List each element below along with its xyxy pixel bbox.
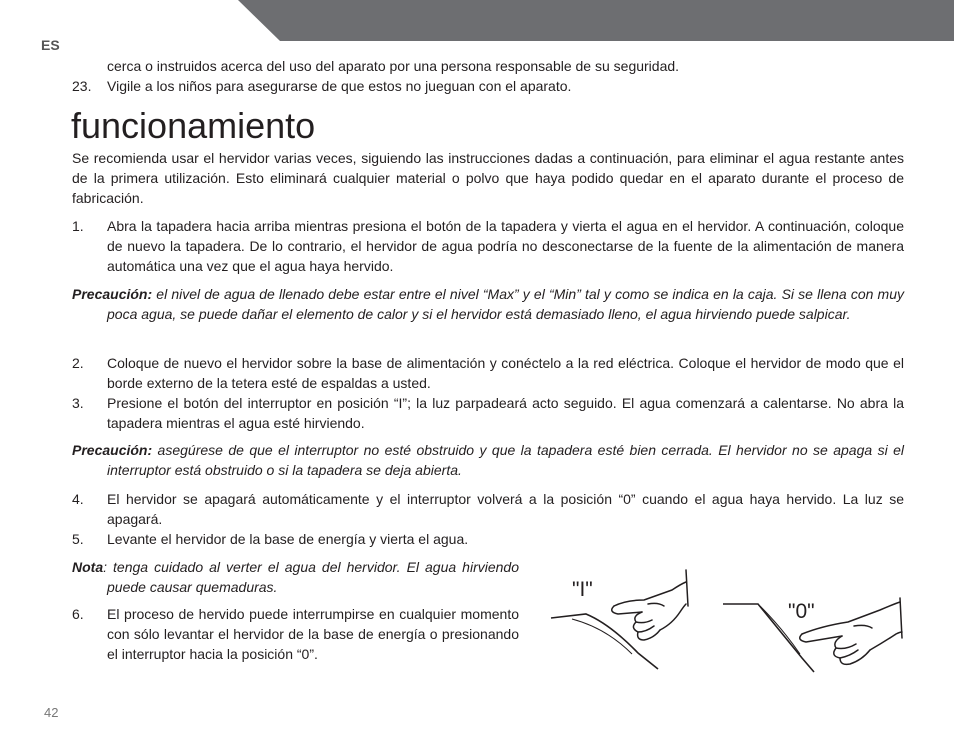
- pointing-hand-icon: [612, 570, 688, 640]
- step-number: 6.: [72, 606, 84, 622]
- step-3: [72, 393, 904, 433]
- step-text: Coloque de nuevo el hervidor sobre la base de alimentación y conéctelo a la red eléctrica. Coloque el hervidor de modo que el borde externo de la tetera esté de espaldas a usted.: [107, 355, 904, 391]
- step-number: 3.: [72, 395, 84, 411]
- step-number: 1.: [72, 218, 84, 234]
- caution-text: asegúrese de que el interruptor no esté obstruido y que la tapadera esté bien cerrada. El hervidor no se apaga si el interruptor está obstruido o si la tapadera se deja abierta.: [107, 442, 904, 478]
- caution-label: Precaución:: [72, 442, 153, 458]
- note-1: [72, 557, 519, 597]
- caution-label: Precaución:: [72, 286, 153, 302]
- step-text: El hervidor se apagará automáticamente y el interruptor volverá a la posición “0” cuando el agua haya hervido. La luz se apagará.: [107, 491, 904, 527]
- step-text: El proceso de hervido puede interrumpirse en cualquier momento con sólo levantar el hervidor de la base de energía o presionando el interruptor hacia la posición “0”.: [107, 606, 519, 662]
- step-number: 5.: [72, 531, 84, 547]
- step-5: [72, 529, 904, 549]
- step-number: 2.: [72, 355, 84, 371]
- switch-off-label: "0": [788, 600, 815, 623]
- switch-on-label: "I": [572, 578, 593, 601]
- section-title: funcionamiento: [71, 105, 316, 146]
- caution-text: el nivel de agua de llenado debe estar entre el nivel “Max” y el “Min” tal y como se indica en la caja. Si se llena con muy poca agua, se puede dañar el elemento de calor y si el hervidor está demasiado lleno, el agua hirviendo puede salpicar.: [107, 286, 904, 322]
- caution-1: [72, 284, 904, 324]
- language-code: ES: [41, 37, 60, 53]
- item-23-text: Vigile a los niños para asegurarse de que estos no jueguan con el aparato.: [107, 78, 572, 94]
- step-4: [72, 489, 904, 529]
- switch-off-illustration: [720, 592, 910, 674]
- header-bar-shape: [238, 0, 954, 41]
- step-6: [72, 604, 519, 664]
- note-label: Nota: [72, 559, 104, 575]
- step-number: 4.: [72, 491, 84, 507]
- step-text: Abra la tapadera hacia arriba mientras presiona el botón de la tapadera y vierta el agua en el hervidor. A continuación, coloque de nuevo la tapadera. De lo contrario, el hervidor de agua podría no desconectarse de la fuente de la alimentación de manera automática una vez que el agua haya hervido.: [107, 218, 904, 274]
- item-23-number: 23.: [72, 78, 92, 94]
- step-text: Levante el hervidor de la base de energía y vierta el agua.: [107, 531, 469, 547]
- step-1: [72, 216, 904, 276]
- header-bar: [238, 0, 954, 41]
- switch-on-illustration: [548, 560, 704, 670]
- step-text: Presione el botón del interruptor en posición “I”; la luz parpadeará acto seguido. El agua comenzará a calentarse. No abra la tapadera mientras el agua esté hirviendo.: [107, 395, 904, 431]
- note-text: : tenga cuidado al verter el agua del hervidor. El agua hirviendo puede causar quemaduras.: [103, 559, 519, 595]
- caution-2: [72, 440, 904, 480]
- section-intro: Se recomienda usar el hervidor varias veces, siguiendo las instrucciones dadas a continuación, para eliminar el agua restante antes de la primera utilización. Esto eliminará cualquier material o polvo que haya podido quedar en el aparato durante el proceso de fabricación.: [72, 150, 904, 206]
- pointing-hand-icon: [800, 598, 902, 664]
- page-number: 42: [44, 705, 59, 720]
- step-2: [72, 353, 904, 393]
- item-22-continuation: cerca o instruidos acerca del uso del aparato por una persona responsable de su seguridad.: [107, 58, 680, 74]
